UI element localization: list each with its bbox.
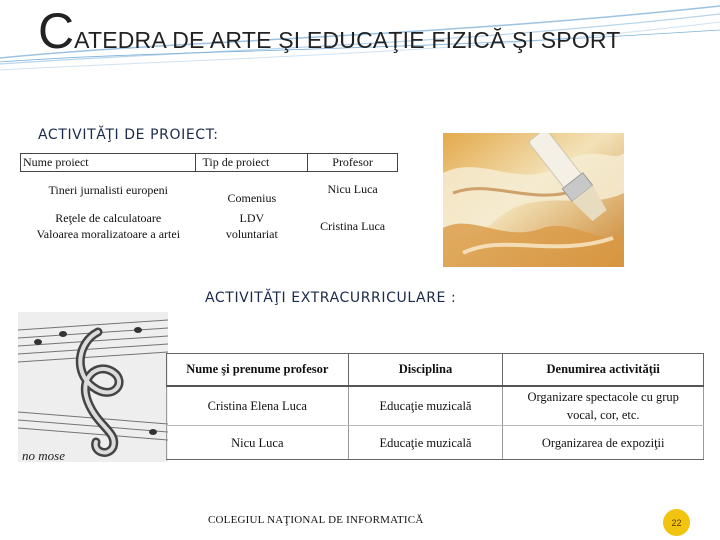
teacher-name: Nicu Luca [231, 435, 284, 450]
project-name: Reţele de calculatoare [55, 210, 162, 225]
table-row [21, 208, 398, 244]
activity-name: Organizare spectacole cu grup [527, 389, 679, 404]
projects-heading: ACTIVITĂŢI DE PROIECT: [38, 127, 219, 143]
title-initial: C [38, 3, 75, 59]
table-header-row [167, 354, 704, 386]
project-name: Valoarea moralizatoare a artei [36, 226, 181, 241]
project-type-cell [196, 172, 308, 208]
extracurricular-heading: ACTIVITĂŢI EXTRACURRICULARE : [205, 290, 457, 306]
project-name-cell [21, 208, 196, 244]
project-type: LDV [239, 210, 265, 225]
teacher-name: Cristina Elena Luca [207, 398, 307, 413]
column-header: Denumirea activităţii [503, 354, 704, 386]
discipline: Educaţie muzicală [379, 398, 472, 413]
page-title [38, 3, 621, 59]
project-name: Tineri jurnalisti europeni [48, 182, 169, 197]
column-header: Nume proiect [21, 154, 196, 172]
project-type-cell [196, 208, 308, 244]
project-name-cell [21, 172, 196, 208]
activity-name: vocal, cor, etc. [566, 407, 640, 422]
column-header: Disciplina [348, 354, 503, 386]
project-type: voluntariat [225, 226, 278, 241]
discipline: Educaţie muzicală [379, 435, 472, 450]
extracurricular-table [166, 353, 704, 460]
table-header-row [21, 154, 398, 172]
table-row [167, 386, 704, 426]
activity-cell [503, 426, 704, 460]
project-teacher-cell [308, 208, 398, 244]
treble-clef-image [18, 312, 168, 462]
activity-name: Organizarea de expoziţii [541, 435, 665, 450]
activity-cell [503, 386, 704, 426]
page-number-badge: 22 [663, 509, 690, 536]
discipline-cell [348, 426, 503, 460]
column-header: Tip de proiect [196, 154, 308, 172]
project-teacher-cell [308, 172, 398, 208]
project-teacher: Cristina Luca [320, 218, 386, 233]
table-row [21, 172, 398, 208]
footer-school-name: COLEGIUL NAŢIONAL DE INFORMATICĂ [208, 514, 424, 526]
table-row [167, 426, 704, 460]
teacher-cell [167, 386, 349, 426]
column-header: Profesor [308, 154, 398, 172]
teacher-cell [167, 426, 349, 460]
projects-table [20, 153, 398, 244]
project-teacher: Nicu Luca [327, 182, 378, 196]
discipline-cell [348, 386, 503, 426]
sheet-music-text: no mose [22, 448, 65, 462]
paint-brush-image [443, 133, 624, 267]
project-type: Comenius [227, 190, 277, 205]
column-header: Nume şi prenume profesor [167, 354, 349, 386]
title-rest: ATEDRA DE ARTE ŞI EDUCAŢIE FIZICĂ ŞI SPORT [74, 27, 621, 53]
